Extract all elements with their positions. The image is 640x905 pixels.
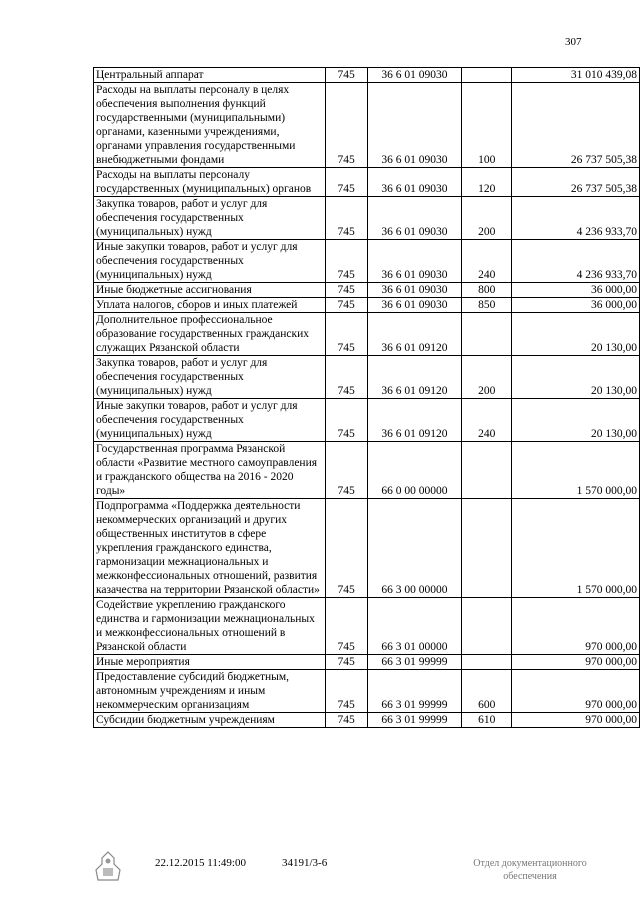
row-classifier-cell: 36 6 01 09030 xyxy=(367,168,462,197)
row-expense-type-cell xyxy=(462,68,512,83)
row-code-cell: 745 xyxy=(325,197,367,240)
row-expense-type-cell: 120 xyxy=(462,168,512,197)
row-amount-cell: 20 130,00 xyxy=(512,356,640,399)
table-row xyxy=(94,713,640,728)
row-expense-type-cell: 800 xyxy=(462,283,512,298)
row-code-cell: 745 xyxy=(325,168,367,197)
table-row xyxy=(94,598,640,655)
row-amount-cell: 970 000,00 xyxy=(512,655,640,670)
table-row xyxy=(94,298,640,313)
row-classifier-cell: 36 6 01 09120 xyxy=(367,399,462,442)
row-classifier-cell: 66 0 00 00000 xyxy=(367,442,462,499)
row-code-cell: 745 xyxy=(325,283,367,298)
row-expense-type-cell: 240 xyxy=(462,399,512,442)
row-name-cell: Государственная программа Рязанской области «Развитие местного самоуправления и гражданского общества на 2016 - 2020 годы» xyxy=(94,442,326,499)
row-code-cell: 745 xyxy=(325,298,367,313)
table-row xyxy=(94,68,640,83)
row-name-cell: Иные бюджетные ассигнования xyxy=(94,283,326,298)
row-expense-type-cell xyxy=(462,598,512,655)
row-amount-cell: 26 737 505,38 xyxy=(512,83,640,168)
row-amount-cell: 970 000,00 xyxy=(512,670,640,713)
row-classifier-cell: 36 6 01 09030 xyxy=(367,298,462,313)
table-row xyxy=(94,655,640,670)
row-code-cell: 745 xyxy=(325,442,367,499)
row-amount-cell: 20 130,00 xyxy=(512,399,640,442)
row-amount-cell: 36 000,00 xyxy=(512,298,640,313)
table-row xyxy=(94,399,640,442)
row-expense-type-cell xyxy=(462,313,512,356)
row-classifier-cell: 66 3 01 99999 xyxy=(367,670,462,713)
row-classifier-cell: 66 3 01 99999 xyxy=(367,655,462,670)
row-classifier-cell: 66 3 01 99999 xyxy=(367,713,462,728)
row-amount-cell: 36 000,00 xyxy=(512,283,640,298)
row-name-cell: Закупка товаров, работ и услуг для обеспечения государственных (муниципальных) нужд xyxy=(94,356,326,399)
table-row xyxy=(94,283,640,298)
row-amount-cell: 20 130,00 xyxy=(512,313,640,356)
row-code-cell: 745 xyxy=(325,499,367,598)
row-classifier-cell: 36 6 01 09120 xyxy=(367,356,462,399)
row-classifier-cell: 36 6 01 09030 xyxy=(367,283,462,298)
row-classifier-cell: 66 3 01 00000 xyxy=(367,598,462,655)
budget-table xyxy=(93,67,640,728)
row-classifier-cell: 36 6 01 09120 xyxy=(367,313,462,356)
row-code-cell: 745 xyxy=(325,399,367,442)
stamp-line-2: обеспечения xyxy=(503,871,557,882)
table-row xyxy=(94,670,640,713)
row-expense-type-cell: 240 xyxy=(462,240,512,283)
row-expense-type-cell: 200 xyxy=(462,356,512,399)
row-expense-type-cell xyxy=(462,499,512,598)
row-name-cell: Содействие укреплению гражданского единства и гармонизации межнациональных и межконфессиональных отношений в Рязанской области xyxy=(94,598,326,655)
row-code-cell: 745 xyxy=(325,655,367,670)
row-code-cell: 745 xyxy=(325,313,367,356)
row-code-cell: 745 xyxy=(325,356,367,399)
row-name-cell: Подпрограмма «Поддержка деятельности некоммерческих организаций и других общественных институтов в сфере укрепления гражданского единства, гармонизации межнациональных и межконфессиональных отношений, развития казачества на территории Рязанской области» xyxy=(94,499,326,598)
row-code-cell: 745 xyxy=(325,670,367,713)
row-name-cell: Расходы на выплаты персоналу в целях обеспечения выполнения функций государственными (муниципальными) органами, казенными учреждениями, органами управления государственными внебюджетными фондами xyxy=(94,83,326,168)
table-row xyxy=(94,499,640,598)
row-name-cell: Иные мероприятия xyxy=(94,655,326,670)
row-name-cell: Закупка товаров, работ и услуг для обеспечения государственных (муниципальных) нужд xyxy=(94,197,326,240)
row-code-cell: 745 xyxy=(325,713,367,728)
table-row xyxy=(94,240,640,283)
table-row xyxy=(94,168,640,197)
row-amount-cell: 4 236 933,70 xyxy=(512,197,640,240)
table-row xyxy=(94,442,640,499)
row-name-cell: Центральный аппарат xyxy=(94,68,326,83)
row-name-cell: Предоставление субсидий бюджетным, автономным учреждениям и иным некоммерческим организациям xyxy=(94,670,326,713)
row-code-cell: 745 xyxy=(325,598,367,655)
stamp-line-1: Отдел документационного xyxy=(473,858,587,869)
row-expense-type-cell: 200 xyxy=(462,197,512,240)
row-classifier-cell: 36 6 01 09030 xyxy=(367,83,462,168)
footer-doc-id: 34191/3-6 xyxy=(282,857,328,869)
row-classifier-cell: 36 6 01 09030 xyxy=(367,68,462,83)
row-classifier-cell: 36 6 01 09030 xyxy=(367,240,462,283)
row-name-cell: Уплата налогов, сборов и иных платежей xyxy=(94,298,326,313)
row-classifier-cell: 36 6 01 09030 xyxy=(367,197,462,240)
row-amount-cell: 970 000,00 xyxy=(512,598,640,655)
row-code-cell: 745 xyxy=(325,240,367,283)
row-name-cell: Иные закупки товаров, работ и услуг для обеспечения государственных (муниципальных) нужд xyxy=(94,240,326,283)
page-number: 307 xyxy=(565,36,582,48)
row-amount-cell: 1 570 000,00 xyxy=(512,442,640,499)
department-stamp xyxy=(455,857,605,883)
table-row xyxy=(94,83,640,168)
row-expense-type-cell xyxy=(462,655,512,670)
row-amount-cell: 26 737 505,38 xyxy=(512,168,640,197)
table-row xyxy=(94,313,640,356)
row-expense-type-cell: 850 xyxy=(462,298,512,313)
row-expense-type-cell: 100 xyxy=(462,83,512,168)
coat-of-arms-logo xyxy=(94,850,122,884)
row-amount-cell: 31 010 439,08 xyxy=(512,68,640,83)
footer-timestamp: 22.12.2015 11:49:00 xyxy=(155,857,246,869)
row-expense-type-cell: 610 xyxy=(462,713,512,728)
row-name-cell: Субсидии бюджетным учреждениям xyxy=(94,713,326,728)
row-name-cell: Расходы на выплаты персоналу государственных (муниципальных) органов xyxy=(94,168,326,197)
row-expense-type-cell xyxy=(462,442,512,499)
row-code-cell: 745 xyxy=(325,83,367,168)
row-amount-cell: 1 570 000,00 xyxy=(512,499,640,598)
row-name-cell: Иные закупки товаров, работ и услуг для обеспечения государственных (муниципальных) нужд xyxy=(94,399,326,442)
row-classifier-cell: 66 3 00 00000 xyxy=(367,499,462,598)
row-amount-cell: 4 236 933,70 xyxy=(512,240,640,283)
row-expense-type-cell: 600 xyxy=(462,670,512,713)
table-row xyxy=(94,356,640,399)
row-code-cell: 745 xyxy=(325,68,367,83)
row-name-cell: Дополнительное профессиональное образование государственных гражданских служащих Рязанской области xyxy=(94,313,326,356)
row-amount-cell: 970 000,00 xyxy=(512,713,640,728)
table-row xyxy=(94,197,640,240)
